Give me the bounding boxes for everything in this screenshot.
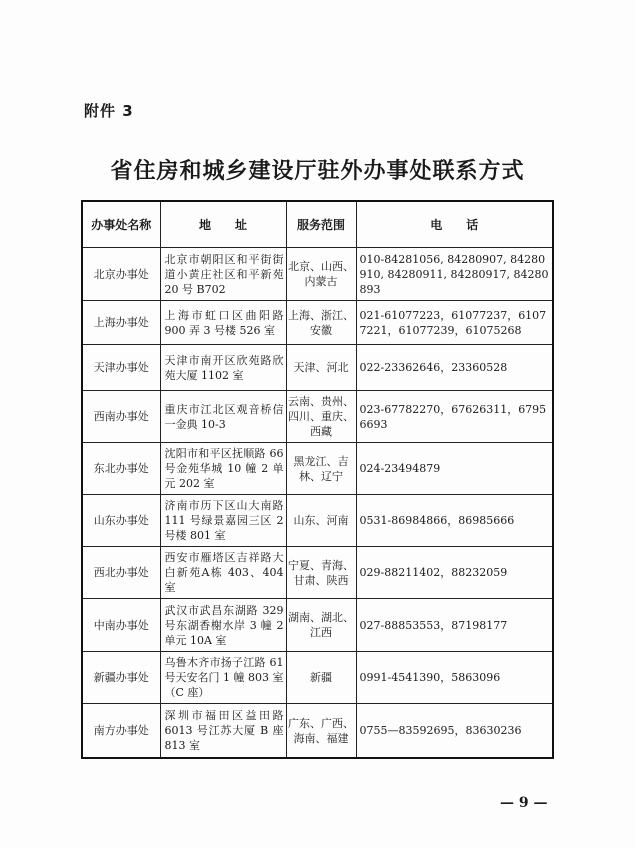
office-phone: 023-67782270，67626311，67956693 — [356, 391, 553, 443]
service-scope: 广东、广西、海南、福建 — [286, 704, 356, 759]
service-scope: 天津、河北 — [286, 345, 356, 391]
table-header-row — [82, 201, 553, 248]
page-title: 省住房和城乡建设厅驻外办事处联系方式 — [110, 159, 525, 184]
office-phone: 024-23494879 — [356, 443, 553, 495]
header-service-scope: 服务范围 — [286, 201, 356, 248]
service-scope: 黑龙江、吉林、辽宁 — [286, 443, 356, 495]
page-number: — 9 — — [500, 795, 548, 811]
office-name: 新疆办事处 — [82, 652, 160, 704]
office-name: 南方办事处 — [82, 704, 160, 759]
office-address: 武汉市武昌东湖路 329 号东湖香榭水岸 3 幢 2 单元 10A 室 — [160, 599, 286, 652]
office-name: 西北办事处 — [82, 547, 160, 599]
office-phone: 0531-86984866，86985666 — [356, 495, 553, 547]
header-office-name: 办事处名称 — [82, 201, 160, 248]
header-address: 地 址 — [160, 201, 286, 248]
service-scope: 上海、浙江、安徽 — [286, 301, 356, 345]
office-name: 天津办事处 — [82, 345, 160, 391]
table-row — [82, 547, 553, 599]
office-name: 中南办事处 — [82, 599, 160, 652]
table-row — [82, 599, 553, 652]
office-address: 西安市雁塔区吉祥路大白新苑A栋 403、404 室 — [160, 547, 286, 599]
office-address: 济南市历下区山大南路 111 号绿景嘉园三区 2 号楼 801 室 — [160, 495, 286, 547]
contact-table — [81, 200, 554, 759]
service-scope: 湖南、湖北、江西 — [286, 599, 356, 652]
office-name: 北京办事处 — [82, 248, 160, 301]
office-phone: 010-84281056, 84280907, 84280910, 84280911, 84280917, 84280893 — [356, 248, 553, 301]
table-row — [82, 704, 553, 759]
office-phone: 0991-4541390，5863096 — [356, 652, 553, 704]
office-address: 沈阳市和平区抚顺路 66 号金苑华城 10 幢 2 单元 202 室 — [160, 443, 286, 495]
office-phone: 0755—83592695，83630236 — [356, 704, 553, 759]
office-address: 天津市南开区欣苑路欣苑大厦 1102 室 — [160, 345, 286, 391]
office-name: 西南办事处 — [82, 391, 160, 443]
office-phone: 027-88853553，87198177 — [356, 599, 553, 652]
table-row — [82, 391, 553, 443]
service-scope: 山东、河南 — [286, 495, 356, 547]
office-address: 上海市虹口区曲阳路 900 弄 3 号楼 526 室 — [160, 301, 286, 345]
table-row — [82, 495, 553, 547]
table-row — [82, 301, 553, 345]
attachment-label: 附件 3 — [84, 102, 134, 120]
service-scope: 北京、山西、内蒙古 — [286, 248, 356, 301]
service-scope: 宁夏、青海、甘肃、陕西 — [286, 547, 356, 599]
office-name: 上海办事处 — [82, 301, 160, 345]
office-name: 山东办事处 — [82, 495, 160, 547]
service-scope: 新疆 — [286, 652, 356, 704]
office-name: 东北办事处 — [82, 443, 160, 495]
table-row — [82, 443, 553, 495]
office-address: 深圳市福田区益田路 6013 号江苏大厦 B 座 813 室 — [160, 704, 286, 759]
table-row — [82, 248, 553, 301]
office-phone: 022-23362646，23360528 — [356, 345, 553, 391]
office-phone: 029-88211402，88232059 — [356, 547, 553, 599]
service-scope: 云南、贵州、四川、重庆、西藏 — [286, 391, 356, 443]
table-row — [82, 652, 553, 704]
table-row — [82, 345, 553, 391]
office-address: 乌鲁木齐市扬子江路 61 号天安名门 1 幢 803 室（C 座） — [160, 652, 286, 704]
office-address: 北京市朝阳区和平街街道小黄庄社区和平新苑 20 号 B702 — [160, 248, 286, 301]
header-phone: 电 话 — [356, 201, 553, 248]
office-phone: 021-61077223，61077237，61077221，61077239，61075268 — [356, 301, 553, 345]
office-address: 重庆市江北区观音桥信一金典 10-3 — [160, 391, 286, 443]
